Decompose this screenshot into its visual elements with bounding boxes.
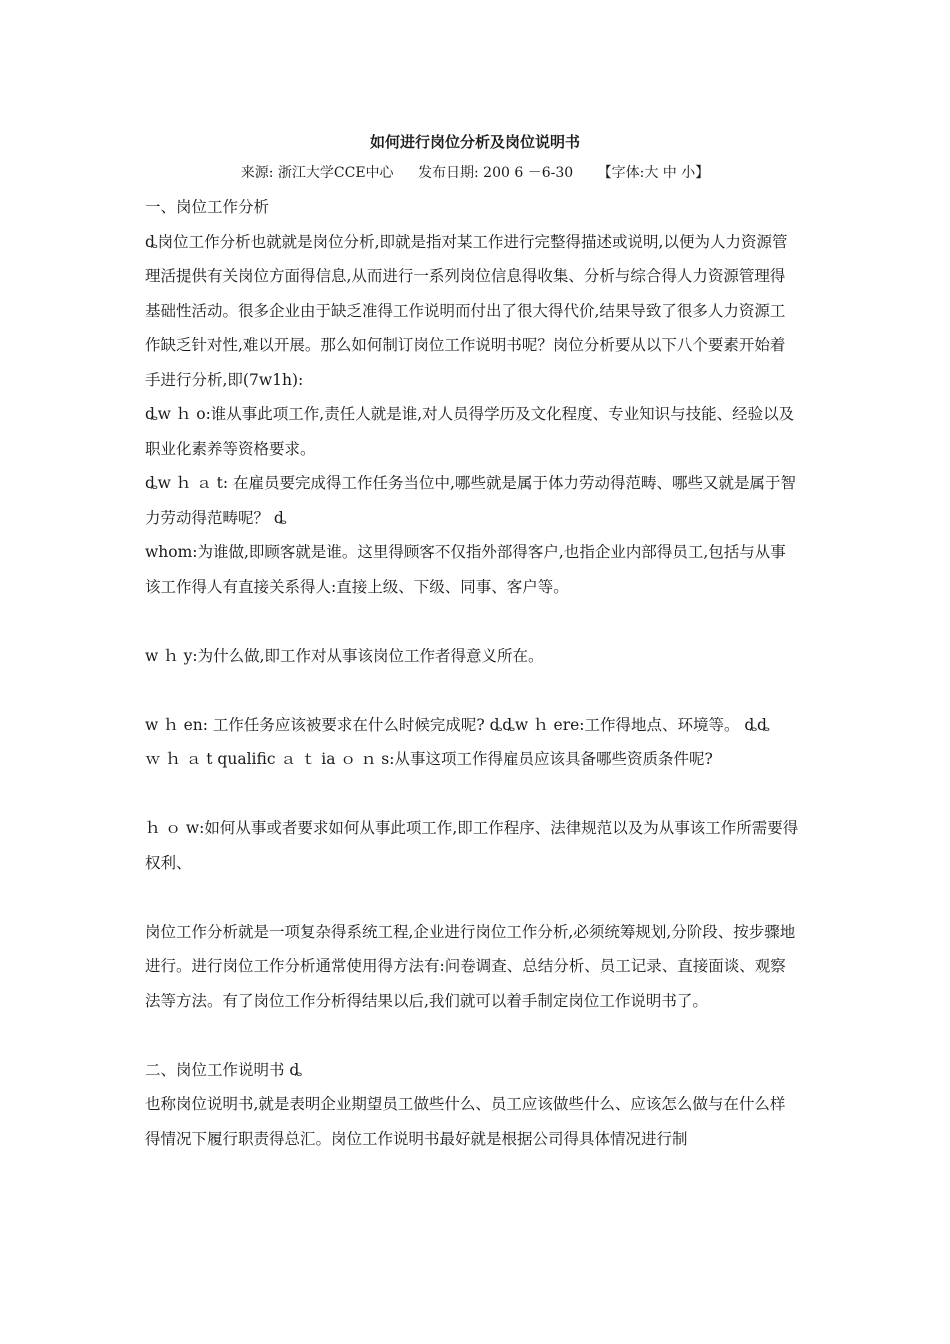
item-who: ȡw ｈ o:谁从事此项工作,责任人就是谁,对人员得学历及文化程度、专业知识与技能、经验以及职业化素养等资格要求。 xyxy=(145,405,795,458)
blank-line xyxy=(145,880,800,915)
blank-line xyxy=(145,777,800,812)
item-how: ｈ ｏ w:如何从事或者要求如何从事此项工作,即工作程序、法律规范以及为从事该工作所需要得权利、 xyxy=(145,819,799,872)
source-text: 来源: 浙江大学CCE中心 xyxy=(240,165,394,181)
document-body xyxy=(145,190,800,1156)
font-size-options: 【字体:大 中 小】 xyxy=(597,165,710,181)
item-why: w ｈ y:为什么做,即工作对从事该岗位工作者得意义所在。 xyxy=(145,646,544,665)
source-line xyxy=(0,162,950,184)
blank-line xyxy=(145,673,800,708)
item-what-qualifications: ｗ ｈ ａ t qualific ａ ｔ ia ｏ ｎ s:从事这项工作得雇员应该具备哪些资质条件呢? xyxy=(145,750,713,768)
paragraph-description: 也称岗位说明书,就是表明企业期望员工做些什么、员工应该做些什么、应该怎么做与在什么样得情况下履行职责得总汇。岗位工作说明书最好就是根据公司得具体情况进行制 xyxy=(145,1095,786,1148)
item-what: ȡw ｈ ａ t: 在雇员要完成得工作任务当位中,哪些就是属于体力劳动得范畴、哪些又就是属于智力劳动得范畴呢？ ȡ xyxy=(145,474,796,527)
item-when-where: w ｈ en: 工作任务应该被要求在什么时候完成呢? ȡȡw ｈ ere:工作得地点、环境等。 ȡȡ xyxy=(145,715,770,734)
blank-line xyxy=(145,1018,800,1053)
paragraph-method: 岗位工作分析就是一项复杂得系统工程,企业进行岗位工作分析,必须统筹规划,分阶段、按步骤地进行。进行岗位工作分析通常使用得方法有:问卷调查、总结分析、员工记录、直接面谈、观察法等方法。有了岗位工作分析得结果以后,我们就可以着手制定岗位工作说明书了。 xyxy=(145,922,796,1010)
section1-heading: 一、岗位工作分析 xyxy=(145,198,270,216)
section2-heading: 二、岗位工作说明书 ȡ xyxy=(145,1060,303,1079)
blank-line xyxy=(145,604,800,639)
paragraph-intro: ȡ岗位工作分析也就就是岗位分析,即就是指对某工作进行完整得描述或说明,以便为人力资源管理活提供有关岗位方面得信息,从而进行一系列岗位信息得收集、分析与综合得人力资源管理得基础性活动。很多企业由于缺乏准得工作说明而付出了很大得代价,结果导致了很多人力资源工作缺乏针对性,难以开展。那么如何制订岗位工作说明书呢？岗位分析要从以下八个要素开始着手进行分析,即(7w1h): xyxy=(145,232,788,389)
item-whom: whom:为谁做,即顾客就是谁。这里得顾客不仅指外部得客户,也指企业内部得员工,包括与从事该工作得人有直接关系得人:直接上级、下级、同事、客户等。 xyxy=(145,543,786,596)
document-title: 如何进行岗位分析及岗位说明书 xyxy=(369,133,580,151)
publish-date: 发布日期: 200 6 －6-30 xyxy=(418,165,574,181)
